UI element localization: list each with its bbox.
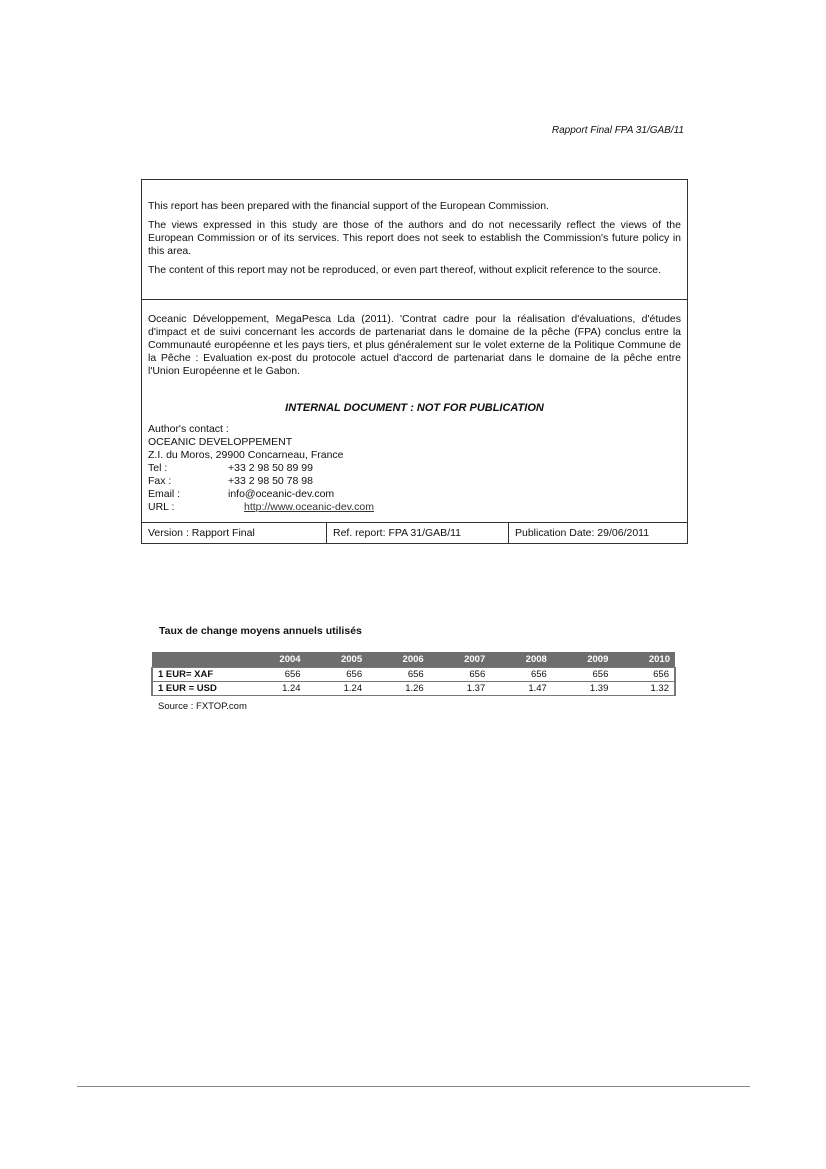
- fx-source: Source : FXTOP.com: [158, 701, 247, 712]
- table-header-row: [152, 652, 675, 668]
- contact-fax-row: [148, 475, 681, 488]
- year-header: 2009: [552, 652, 614, 668]
- table-cell: 1.47: [490, 682, 552, 696]
- row-label: 1 EUR = USD: [152, 682, 244, 696]
- year-header: 2004: [244, 652, 306, 668]
- publication-date-cell: Publication Date: 29/06/2011: [515, 527, 650, 539]
- footer-divider: [77, 1086, 750, 1087]
- citation-section: [142, 300, 687, 523]
- table-cell: 1.37: [429, 682, 491, 696]
- year-header: 2008: [490, 652, 552, 668]
- url-link[interactable]: http://www.oceanic-dev.com: [244, 501, 374, 513]
- disclaimer-paragraph: The content of this report may not be reproduced, or even part thereof, without explicit reference to the source.: [148, 264, 662, 276]
- table-cell: 656: [490, 668, 552, 682]
- table-cell: 656: [306, 668, 368, 682]
- contact-url-row: [148, 501, 681, 514]
- fax-label: Fax :: [148, 475, 172, 487]
- table-row: [152, 682, 675, 696]
- tel-value: +33 2 98 50 89 99: [228, 462, 313, 474]
- header-reference: Rapport Final FPA 31/GAB/11: [551, 125, 684, 136]
- table-cell: 1.39: [552, 682, 614, 696]
- contact-email-row: [148, 488, 681, 501]
- tel-label: Tel :: [148, 462, 168, 474]
- year-header: 2010: [613, 652, 675, 668]
- exchange-rate-table: [151, 652, 676, 696]
- fx-table-title: Taux de change moyens annuels utilisés: [159, 625, 362, 637]
- contact-address: Z.I. du Moros, 29900 Concarneau, France: [148, 449, 344, 461]
- table-cell: 656: [552, 668, 614, 682]
- contact-tel-row: [148, 462, 681, 475]
- contact-label: Author's contact :: [148, 423, 229, 435]
- year-header: 2006: [367, 652, 429, 668]
- email-label: Email :: [148, 488, 181, 500]
- ref-cell: Ref. report: FPA 31/GAB/11: [327, 523, 509, 543]
- email-value: info@oceanic-dev.com: [228, 488, 335, 500]
- citation-text: Oceanic Développement, MegaPesca Lda (2011). 'Contrat cadre pour la réalisation d'évaluations, d'études d'impact et de suivi concernant les accords de partenariat dans le domaine de la pêche (FPA) conclus entre la Communauté européenne et les pays tiers, et plus généralement sur le volet externe de la Politique Commune de la Pêche : Evaluation ex-post du protocole actuel d'accord de partenariat dans le domaine de la pêche entre l'Union Européenne et le Gabon.: [148, 313, 681, 377]
- year-header: 2005: [306, 652, 368, 668]
- report-info-box: [141, 179, 688, 544]
- table-cell: 1.24: [306, 682, 368, 696]
- year-header: 2007: [429, 652, 491, 668]
- table-cell: 1.24: [244, 682, 306, 696]
- fax-value: +33 2 98 50 78 98: [228, 475, 313, 487]
- table-header-empty: [152, 652, 244, 668]
- url-label: URL :: [148, 501, 175, 513]
- internal-notice: INTERNAL DOCUMENT : NOT FOR PUBLICATION: [285, 402, 544, 414]
- table-cell: 656: [244, 668, 306, 682]
- table-cell: 656: [613, 668, 675, 682]
- report-meta-row: [142, 523, 687, 543]
- row-label: 1 EUR= XAF: [152, 668, 244, 682]
- table-cell: 656: [429, 668, 491, 682]
- disclaimer-paragraph: The views expressed in this study are those of the authors and do not necessarily reflect the views of the European Commission or of its services. This report does not seek to establish the Commission's future policy in this area.: [148, 219, 681, 257]
- disclaimer-paragraph: This report has been prepared with the financial support of the European Commission.: [148, 200, 549, 212]
- table-row: [152, 668, 675, 682]
- table-cell: 1.32: [613, 682, 675, 696]
- disclaimer-section: [142, 180, 687, 300]
- table-cell: 656: [367, 668, 429, 682]
- table-cell: 1.26: [367, 682, 429, 696]
- contact-org: OCEANIC DEVELOPPEMENT: [148, 436, 293, 448]
- version-cell: Version : Rapport Final: [142, 523, 327, 543]
